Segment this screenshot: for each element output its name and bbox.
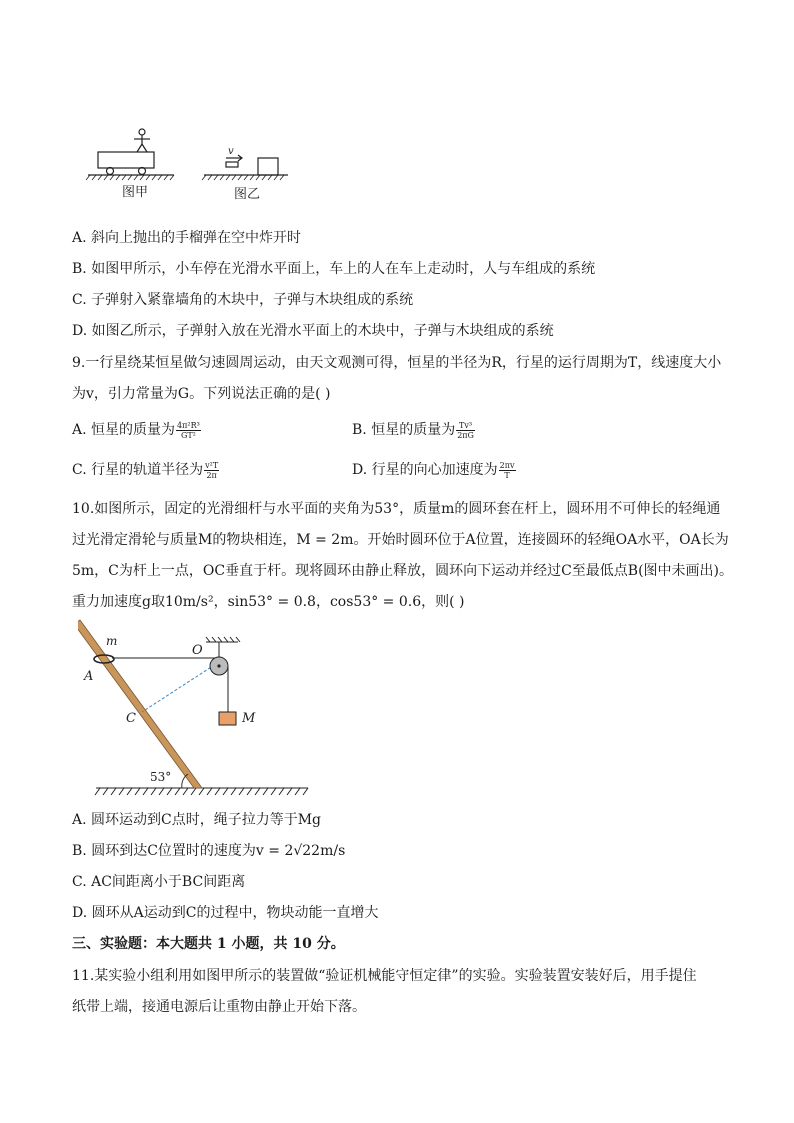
q9-option-b	[352, 420, 476, 440]
fraction-numerator: 2πv	[499, 460, 515, 470]
q9-option-b-prefix: B. 恒星的质量为	[352, 422, 456, 438]
q9-option-d-fraction	[499, 461, 516, 480]
q9-option-a-fraction	[176, 421, 201, 440]
pulley-axle	[217, 664, 220, 667]
fig-jia-label: 图甲	[122, 185, 149, 200]
inclined-rod	[78, 620, 202, 788]
block-m	[219, 712, 236, 725]
fraction-denominator: 2π	[206, 470, 217, 480]
fraction-numerator: Tv³	[456, 421, 475, 431]
q10-stem-line4: 重力加速度g取10m/s²，sin53° = 0.8，cos53° = 0.6，则( )	[72, 594, 465, 610]
q10-stem-line2: 过光滑定滑轮与质量M的物块相连，M = 2m。开始时圆环位于A位置，连接圆环的轻绳OA水平，OA长为	[72, 532, 729, 548]
fraction-denominator: T	[504, 470, 510, 480]
label-o: O	[192, 643, 203, 658]
fraction-numerator: v²T	[205, 460, 219, 470]
q9-option-a	[72, 420, 202, 440]
q10-option-b: B. 圆环到达C位置时的速度为v = 2√22m/s	[72, 843, 346, 859]
q9-option-c-prefix: C. 行星的轨道半径为	[72, 462, 204, 478]
q8-option-b: B. 如图甲所示，小车停在光滑水平面上，车上的人在车上走动时，人与车组成的系统	[72, 261, 596, 277]
fraction-denominator: GT²	[180, 430, 196, 440]
q9-option-b-fraction	[456, 421, 475, 440]
ground	[95, 788, 308, 795]
label-m-block: M	[242, 711, 256, 726]
velocity-label: v	[228, 146, 234, 157]
q9-option-c	[72, 460, 220, 480]
label-angle: 53°	[150, 770, 172, 784]
q8-option-d: D. 如图乙所示，子弹射入放在光滑水平面上的木块中，子弹与木块组成的系统	[72, 323, 554, 339]
q10-option-a: A. 圆环运动到C点时，绳子拉力等于Mg	[72, 812, 322, 828]
label-c: C	[126, 711, 136, 726]
q11-stem-line1: 11.某实验小组利用如图甲所示的装置做“验证机械能守恒定律”的实验。实验装置安装好后，用手提住	[72, 968, 697, 984]
label-m: m	[106, 634, 118, 648]
q10-stem-line3: 5m，C为杆上一点，OC垂直于杆。现将圆环由静止释放，圆环向下运动并经过C至最低点B(图中未画出)。	[72, 563, 734, 579]
q9-option-c-fraction	[204, 461, 219, 480]
ceiling-mount	[206, 637, 240, 658]
q9-option-a-prefix: A. 恒星的质量为	[72, 422, 176, 438]
q10-option-d: D. 圆环从A运动到C的过程中，物块动能一直增大	[72, 905, 379, 921]
q9-option-d-prefix: D. 行星的向心加速度为	[352, 462, 498, 478]
fraction-numerator: 4π²R³	[177, 420, 200, 430]
figure-jia-yi	[80, 120, 300, 202]
q8-option-a: A. 斜向上抛出的手榴弹在空中炸开时	[72, 230, 302, 246]
cart-figure	[86, 129, 174, 180]
q9-stem-line2: 为v，引力常量为G。下列说法正确的是( )	[72, 386, 331, 402]
section-heading: 三、实验题：本大题共 1 小题，共 10 分。	[72, 936, 345, 952]
fig-yi-label: 图乙	[234, 187, 261, 202]
q10-option-c: C. AC间距离小于BC间距离	[72, 874, 246, 890]
q9-option-d	[352, 460, 517, 480]
q8-option-c: C. 子弹射入紧靠墙角的木块中，子弹与木块组成的系统	[72, 292, 414, 308]
q11-stem-line2: 纸带上端，接通电源后让重物由静止开始下落。	[72, 999, 366, 1015]
fraction-denominator: 2πG	[457, 430, 474, 440]
figure-q10	[78, 618, 318, 802]
q10-stem-line1: 10.如图所示，固定的光滑细杆与水平面的夹角为53°，质量m的圆环套在杆上，圆环用不可伸长的轻绳通	[72, 501, 721, 517]
bullet-block-figure	[202, 155, 288, 180]
q9-stem-line1: 9.一行星绕某恒星做匀速圆周运动，由天文观测可得，恒星的半径为R，行星的运行周期为T，线速度大小	[72, 355, 722, 371]
dashed-oc	[142, 662, 219, 712]
label-a: A	[84, 669, 94, 684]
